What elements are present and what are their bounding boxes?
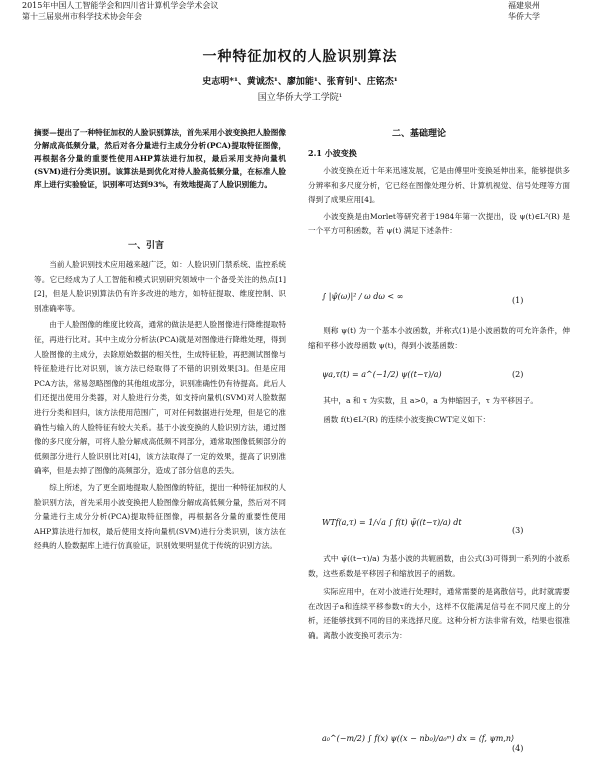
equation-2-number: (2) xyxy=(512,370,524,379)
intro-paragraph-3: 综上所述，为了更全面地提取人脸图像的特征，提出一种特征加权的人脸识别方法，首先采用小波变换把人脸图像分解成高低频分量，然后对不同分量进行主成分分析(PCA)提取特征图像，再根据各分量的重要性使用AHP算法进行加权，最后使用支持向量机(SVM)进行分类识别，该方法在经典的人脸数据库上进行仿真验证，识别效果明显优于传统的识别方法。 xyxy=(34,482,286,551)
equation-4: a₀^(−m/2) ∫ f(x) ψ((x − nb₀)/a₀ᵐ) dx = ⟨f, ψm,n⟩ xyxy=(322,734,515,743)
header-meeting: 第十三届泉州市科学技术协会年会 xyxy=(22,12,142,21)
header-conference: 2015年中国人工智能学会和四川省计算机学会学术会议 xyxy=(22,1,219,10)
theory-paragraph-3: 则称 ψ(t) 为一个基本小波函数，并称式(1)是小波函数的可允许条件，伸缩和平移小波母函数 ψ(t)，得到小波基函数： xyxy=(308,326,570,350)
theory-paragraph-1: 小波变换在近十年来迅速发展，它是由傅里叶变换延伸出来，能够提供多分辨率和多尺度分析，它已经在图像处理分析、计算机视觉、信号处理等方面得到了成果应用[4]。 xyxy=(308,166,570,205)
theory-paragraph-4: 其中，a 和 τ 为实数，且 a>0，a 为伸缩因子，τ 为平移因子。 xyxy=(323,396,538,405)
author-list: 史志明*¹、黄诚杰¹、廖加能¹、张育钊¹、庄铭杰¹ xyxy=(202,77,398,87)
equation-1-number: (1) xyxy=(512,296,524,305)
intro-paragraph-1: 当前人脸识别技术应用越来越广泛，如：人脸识别门禁系统、监控系统等。它已经成为了人工智能和模式识别研究领域中一个备受关注的热点[1][2]，但是人脸识别算法仍有许多改进的地方，如特征提取、维度控制、识别准确率等。 xyxy=(34,260,286,313)
header-university: 华侨大学 xyxy=(508,12,540,21)
running-header-left xyxy=(22,0,342,22)
theory-block-2 xyxy=(308,324,570,353)
theory-block-3 xyxy=(308,394,570,427)
intro-body xyxy=(34,258,286,554)
theory-paragraph-6: 式中 ψ̄((t−τ)/a) 为基小波的共轭函数，由公式(3)可得到一系列的小波系数，这些系数是平移因子和缩放因子的函数。 xyxy=(308,554,570,578)
section-heading-theory: 二、基础理论 xyxy=(392,129,447,139)
paper-title: 一种特征加权的人脸识别算法 xyxy=(202,49,398,65)
equation-2: ψa,τ(t) = a^(−1/2) ψ((t−τ)/a) xyxy=(322,370,442,379)
theory-block-4 xyxy=(308,552,570,644)
running-header-right xyxy=(508,0,540,22)
affiliation: 国立华侨大学工学院¹ xyxy=(257,93,343,103)
header-location: 福建泉州 xyxy=(508,1,540,10)
subsection-heading-wavelet: 2.1 小波变换 xyxy=(308,148,357,158)
equation-3-number: (3) xyxy=(512,526,524,535)
section-heading-intro: 一、引言 xyxy=(128,241,165,251)
equation-1: ∫ |ψ̂(ω)|² / ω dω < ∞ xyxy=(322,292,404,301)
theory-block-1 xyxy=(308,164,570,239)
intro-paragraph-2: 由于人脸图像的维度比较高，通常的做法是把人脸图像进行降维提取特征，再进行比对。其中主成分分析法(PCA)就是对图像进行降维处理，得到人脸图像的主成分，去除原始数据的相关性，生成特征脸，再把测试图像与特征脸进行比对识别，该方法已经取得了不错的识别效果[3]。但是应用PCA方法，常易忽略图像的其他组成部分，识别准确性仍有待提高。此后人们还提出使用分类器，对人脸进行分类，如支持向量机(SVM)对人脸数据进行分类和回归，该方法使用范围广，可对任何数据进行处理，但是它的准确性与输入的人脸特征有较大关系。基于小波变换的人脸识别方法，通过图像的多尺度分解，可将人脸分解成高低频不同部分，通常取图像低频部分的低频部分进行人脸识别比对[4]，该方法取得了一定的效果，提高了识别准确率，但是去掉了图像的高频部分，造成了部分信息的丢失。 xyxy=(34,320,286,476)
theory-paragraph-2: 小波变换是由Morlet等研究者于1984年第一次提出，设 ψ(t)∈L²(R) 是一个平方可积函数，若 ψ(t) 满足下述条件： xyxy=(308,211,570,236)
abstract: 摘要—提出了一种特征加权的人脸识别算法，首先采用小波变换把人脸图像分解成高低频分量，然后对各分量进行主成分分析(PCA)提取特征图像，再根据各分量的重要性使用AHP算法进行加权，最后采用支持向量机(SVM)进行分类识别。该算法是到优化对待人脸高低频分量，在标准人脸库上进行实验验证，识别率可达到93%，有效地提高了人脸识别能力。 xyxy=(34,128,286,189)
theory-paragraph-7: 实际应用中，在对小波进行处理时，通常需要的是离散信号，此时就需要在改因子a和连续平移参数τ的大小，这样不仅能满足信号在不同尺度上的分析，还能够找到不同的目的来选择尺度。这种分析方法非常有效，结果也很准确。离散小波变换可表示为： xyxy=(308,587,570,640)
equation-4-number: (4) xyxy=(512,744,524,753)
equation-3: WTf(a,τ) = 1/√a ∫ f(t) ψ̄((t−τ)/a) dt xyxy=(322,518,462,527)
theory-paragraph-5: 函数 f(t)∈L²(R) 的连续小波变换CWT定义如下： xyxy=(323,414,491,424)
